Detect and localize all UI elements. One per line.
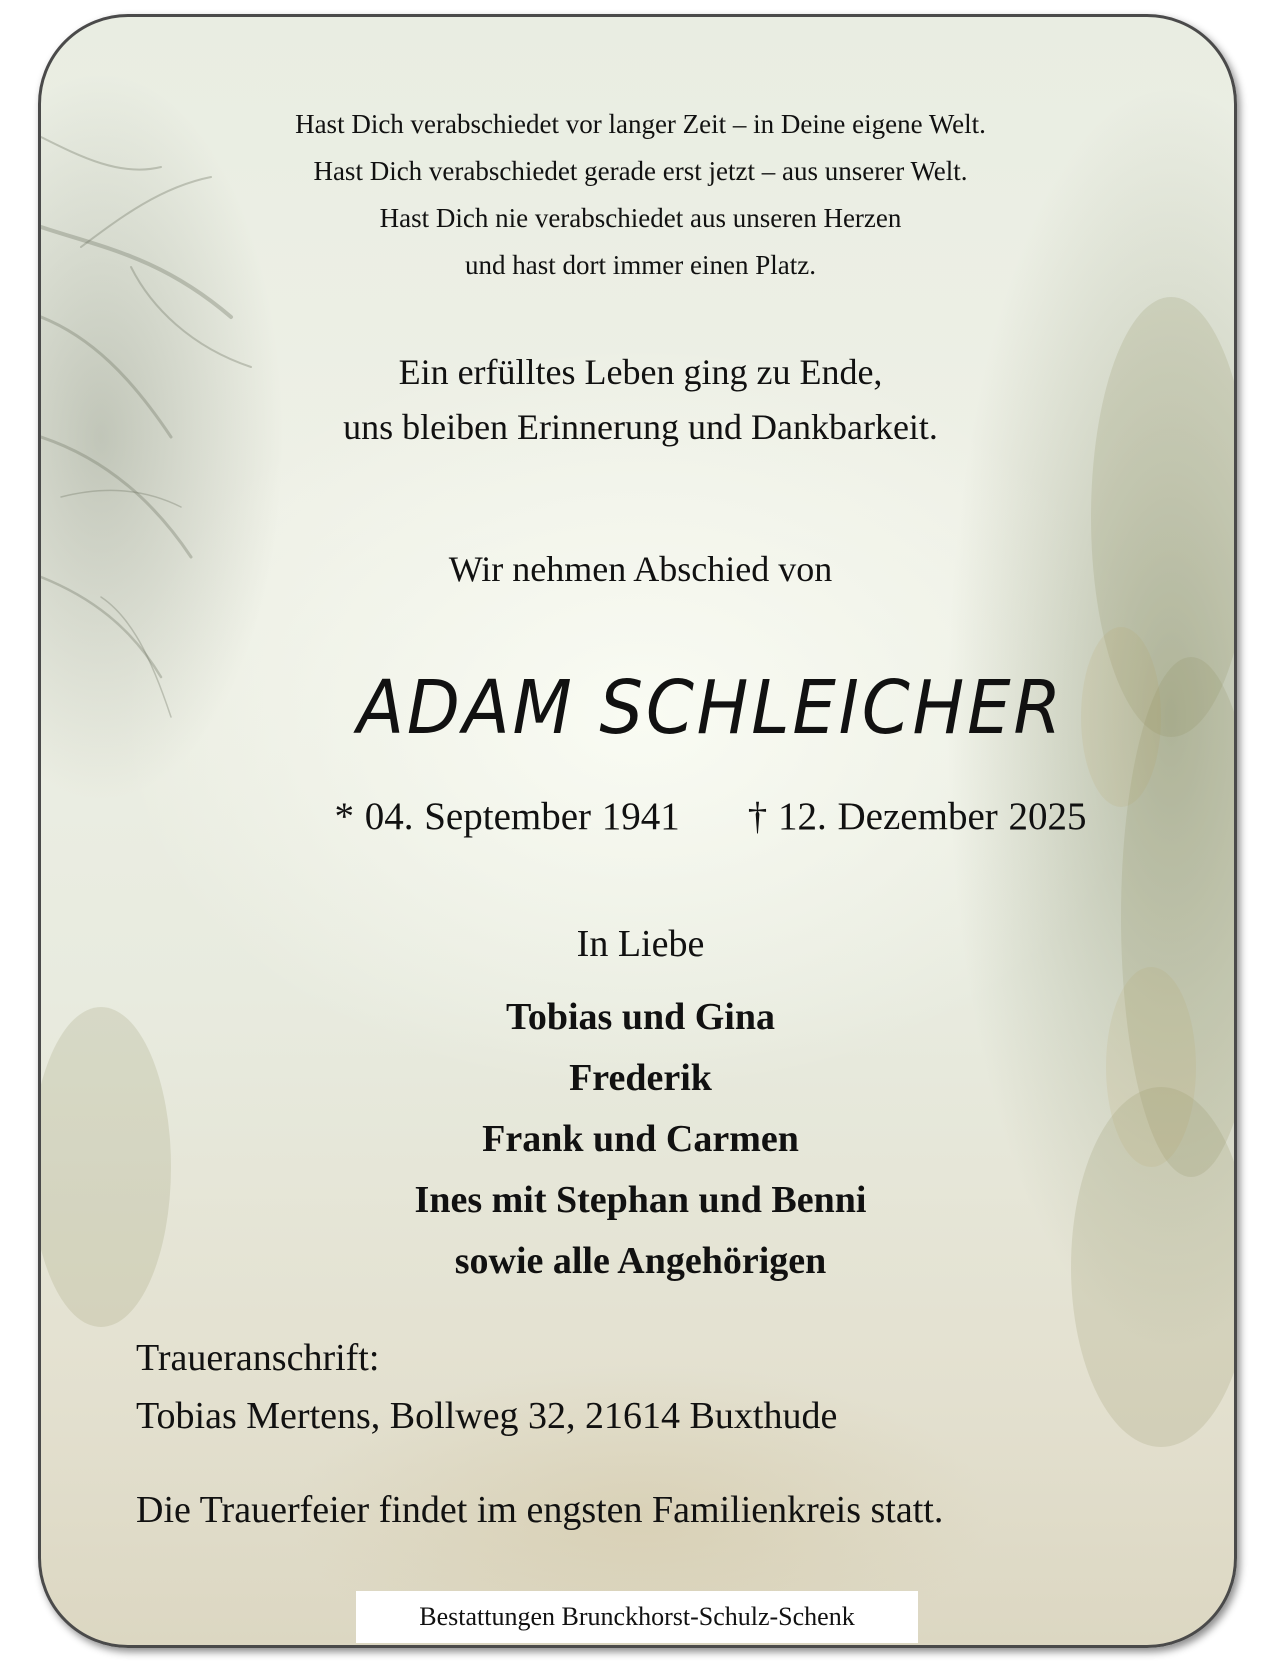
poem: [41, 101, 1237, 289]
mourning-address: [136, 1329, 837, 1445]
family-member: Frederik: [569, 1057, 712, 1099]
life-statement: [41, 345, 1237, 455]
family-member: sowie alle Angehörigen: [454, 1240, 827, 1282]
love-intro: In Liebe: [576, 923, 705, 965]
family-list: [41, 987, 1237, 1292]
family-member: Ines mit Stephan und Benni: [414, 1179, 867, 1221]
address-label: Traueranschrift:: [136, 1337, 380, 1379]
birth-date: * 04. September 1941: [334, 795, 680, 838]
undertaker-label: Bestattungen Brunckhorst-Schulz-Schenk: [356, 1591, 918, 1643]
ceremony-note: Die Trauerfeier findet im engsten Familienkreis statt.: [136, 1489, 944, 1531]
poem-line: Hast Dich verabschiedet vor langer Zeit – in Deine eigene Welt.: [295, 109, 986, 139]
farewell-heading: Wir nehmen Abschied von: [448, 549, 833, 589]
life-dates: [111, 793, 1237, 841]
poem-line: und hast dort immer einen Platz.: [465, 250, 816, 280]
family-member: Frank und Carmen: [482, 1118, 799, 1160]
life-line: Ein erfülltes Leben ging zu Ende,: [398, 352, 883, 392]
poem-line: Hast Dich nie verabschiedet aus unseren Herzen: [379, 203, 902, 233]
death-date: † 12. Dezember 2025: [747, 795, 1087, 838]
life-line: uns bleiben Erinnerung und Dankbarkeit.: [343, 407, 938, 447]
address-value: Tobias Mertens, Bollweg 32, 21614 Buxthude: [136, 1395, 838, 1437]
poem-line: Hast Dich verabschiedet gerade erst jetzt – aus unserer Welt.: [313, 156, 968, 186]
obituary-card: [38, 14, 1237, 1648]
family-member: Tobias und Gina: [506, 996, 775, 1038]
deceased-name: ADAM SCHLEICHER: [357, 665, 1064, 751]
